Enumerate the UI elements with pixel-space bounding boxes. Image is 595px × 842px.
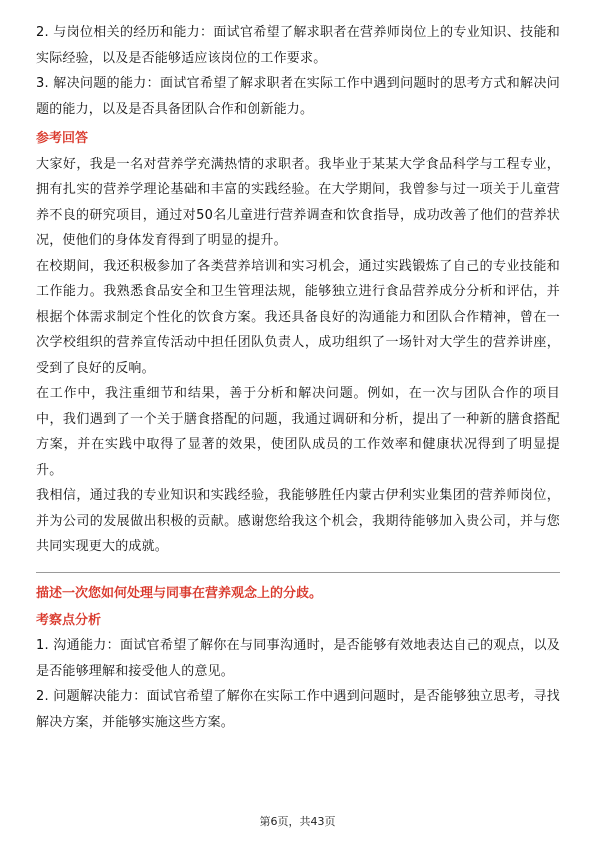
intro-item-3: 3. 解决问题的能力：面试官希望了解求职者在实际工作中遇到问题时的思考方式和解决问题的能力，以及是否具备团队合作和创新能力。 [36,76,560,117]
reference-answer-heading: 参考回答 [36,131,89,146]
interview-question: 描述一次您如何处理与同事在营养观念上的分歧。 [36,585,323,601]
analysis-item-2: 2. 问题解决能力：面试官希望了解你在实际工作中遇到问题时，是否能够独立思考，寻找解决方案，并能够实施这些方案。 [36,689,560,730]
section-divider [36,572,560,573]
page-number-footer: 第6页，共43页 [259,815,336,828]
answer-paragraph-2: 在校期间，我还积极参加了各类营养培训和实习机会，通过实践锻炼了自己的专业技能和工作能力。我熟悉食品安全和卫生管理法规，能够独立进行食品营养成分分析和评估，并根据个体需求制定个性化的饮食方案。我还具备良好的沟通能力和团队合作精神，曾在一次学校组织的营养宣传活动中担任团队负责人，成功组织了一场针对大学生的营养讲座，受到了良好的反响。 [36,258,560,376]
analysis-item-1: 1. 沟通能力：面试官希望了解你在与同事沟通时，是否能够有效地表达自己的观点，以及是否能够理解和接受他人的意见。 [36,638,560,679]
answer-paragraph-1: 大家好，我是一名对营养学充满热情的求职者。我毕业于某某大学食品科学与工程专业，拥有扎实的营养学理论基础和丰富的实践经验。在大学期间，我曾参与过一项关于儿童营养不良的研究项目，通过对50名儿童进行营养调查和饮食指导，成功改善了他们的营养状况，使他们的身体发育得到了明显的提升。 [36,156,560,248]
analysis-heading: 考察点分析 [36,612,102,628]
answer-paragraph-4: 我相信，通过我的专业知识和实践经验，我能够胜任内蒙古伊利实业集团的营养师岗位，并为公司的发展做出积极的贡献。感谢您给我这个机会，我期待能够加入贵公司，并与您共同实现更大的成就。 [36,488,560,554]
answer-paragraph-3: 在工作中，我注重细节和结果，善于分析和解决问题。例如，在一次与团队合作的项目中，我们遇到了一个关于膳食搭配的问题，我通过调研和分析，提出了一种新的膳食搭配方案，并在实践中取得了显著的效果，使团队成员的工作效率和健康状况得到了明显提升。 [36,386,560,478]
document-page [36,20,560,735]
intro-item-2: 2. 与岗位相关的经历和能力：面试官希望了解求职者在营养师岗位上的专业知识、技能和实际经验，以及是否能够适应该岗位的工作要求。 [36,25,560,66]
